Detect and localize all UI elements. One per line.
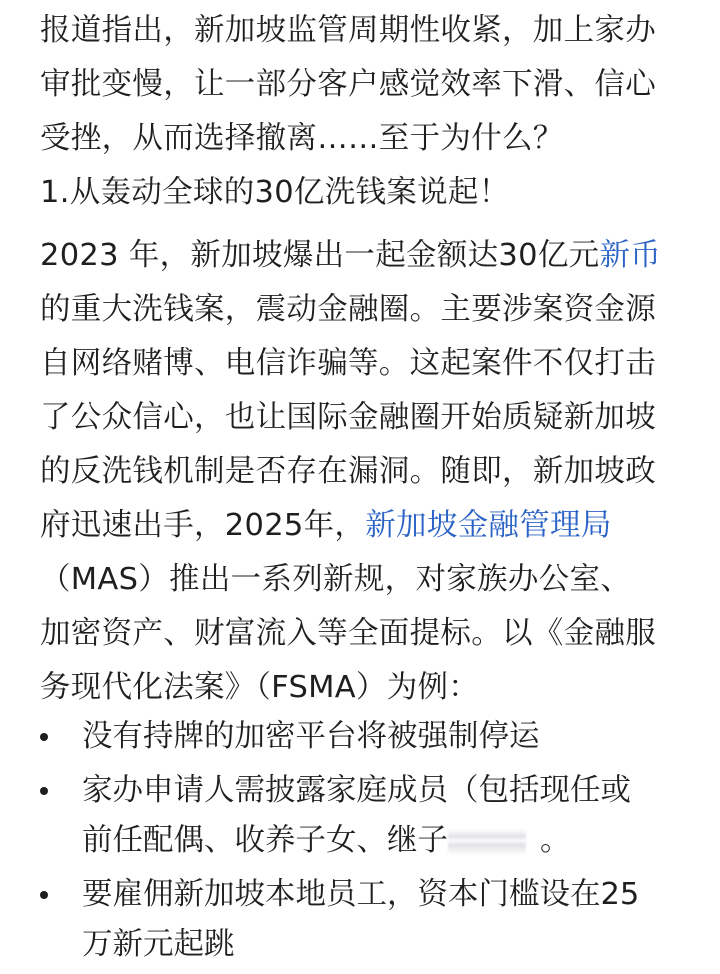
paragraph-line: 报道指出，新加坡监管周期性收紧，加上家办 (40, 13, 656, 48)
list-item-line: 要雇佣新加坡本地员工，资本门槛设在25 (82, 877, 640, 912)
paragraph-line: 了公众信心，也让国际金融圈开始质疑新加坡 (40, 400, 656, 435)
section-heading-text: 1.从轰动全球的30亿洗钱案说起！ (40, 175, 510, 210)
section-heading (40, 166, 685, 220)
redaction-blur (448, 829, 526, 855)
list-item-line (82, 816, 685, 866)
paragraph-line: 务现代化法案》（FSMA）为例： (40, 670, 480, 705)
paragraph-line: （MAS）推出一系列新规，对家族办公室、 (40, 562, 632, 597)
list-item-line: 没有持牌的加密平台将被强制停运 (82, 719, 540, 754)
paragraph-line-text: 府迅速出手，2025年， (40, 508, 366, 543)
paragraph-line: 加密资产、财富流入等全面提标。以《金融服 (40, 616, 656, 651)
list-item (40, 712, 685, 762)
paragraph-line: 受挫，从而选择撤离……至于为什么？ (40, 121, 564, 156)
paragraph-line (40, 229, 685, 283)
bullet-dot-icon (40, 891, 48, 899)
link-sgd[interactable]: 新币 (599, 238, 662, 273)
list-item (40, 870, 685, 970)
bullet-dot-icon (40, 787, 48, 795)
link-mas[interactable]: 新加坡金融管理局 (365, 508, 612, 543)
bullet-list (40, 712, 685, 974)
list-item-line: 家办申请人需披露家庭成员（包括现任或 (82, 773, 631, 808)
paragraph-intro (40, 4, 685, 166)
list-item-line-text: 前任配偶、收养子女、继子 (82, 823, 448, 858)
list-item-line: 万新元起跳 (82, 927, 235, 962)
paragraph-line: 的反洗钱机制是否存在漏洞。随即，新加坡政 (40, 454, 656, 489)
list-item (40, 766, 685, 866)
paragraph-case (40, 229, 685, 715)
list-item-tail: 。 (540, 823, 571, 858)
paragraph-line: 审批变慢，让一部分客户感觉效率下滑、信心 (40, 67, 656, 102)
paragraph-line-text: 2023 年，新加坡爆出一起金额达30亿元 (40, 238, 600, 273)
bullet-dot-icon (40, 733, 48, 741)
paragraph-line: 自网络赌博、电信诈骗等。这起案件不仅打击 (40, 346, 656, 381)
paragraph-line (40, 499, 685, 553)
paragraph-line: 的重大洗钱案，震动金融圈。主要涉案资金源 (40, 292, 656, 327)
